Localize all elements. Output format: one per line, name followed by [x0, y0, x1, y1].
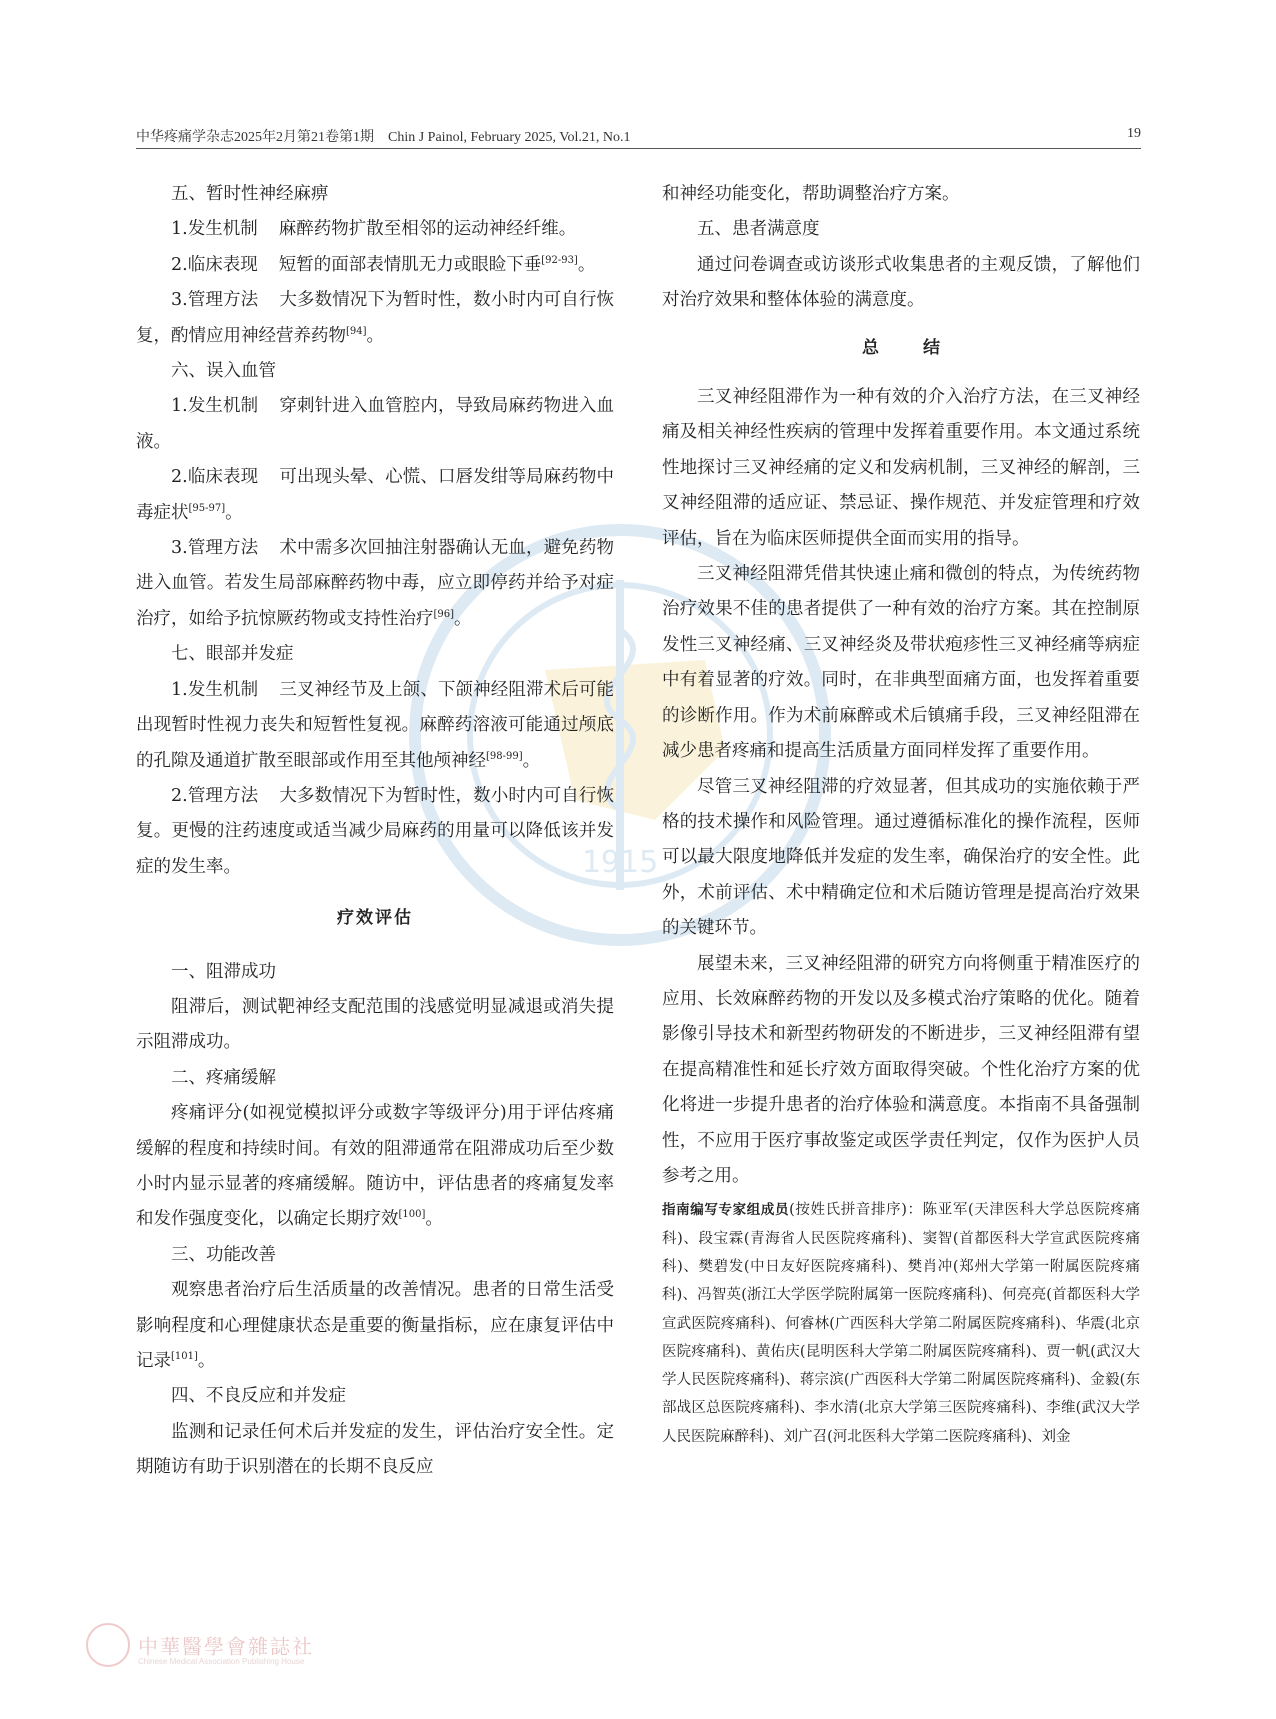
publisher-seal-icon — [86, 1623, 130, 1667]
paragraph: 监测和记录任何术后并发症的发生，评估治疗安全性。定期随访有助于识别潜在的长期不良反应 — [136, 1421, 614, 1478]
section-heading: 一、阻滞成功 — [171, 961, 276, 982]
citation: [94] — [346, 325, 367, 337]
publisher-logo: 中華醫學會雜誌社 Chinese Medical Association Publishing House — [86, 1623, 314, 1667]
citation: [100] — [398, 1209, 426, 1221]
paragraph: 1.发生机制 麻醉药物扩散至相邻的运动神经纤维。 — [171, 219, 577, 240]
paragraph: 三叉神经阻滞凭借其快速止痛和微创的特点，为传统药物治疗效果不佳的患者提供了一种有效的治疗方案。其在控制原发性三叉神经痛、三叉神经炎及带状疱疹性三叉神经痛等病症中有着显著的疗效。同时，在非典型面痛方面，也发挥着重要的诊断作用。作为术前麻醉或术后镇痛手段，三叉神经阻滞在减少患者疼痛和提高生活质量方面同样发挥了重要作用。 — [662, 564, 1140, 762]
paragraph: 通过问卷调查或访谈形式收集患者的主观反馈，了解他们对治疗效果和整体体验的满意度。 — [662, 254, 1140, 311]
paragraph: 3.管理方法 大多数情况下为暂时性，数小时内可自行恢复，酌情应用神经营养药物[94]。 — [136, 290, 614, 346]
section-heading: 五、暂时性神经麻痹 — [171, 184, 329, 204]
journal-citation: 中华疼痛学杂志2025年2月第21卷第1期 Chin J Painol, February 2025, Vol.21, No.1 — [136, 130, 631, 145]
right-column — [662, 177, 1140, 1451]
expert-panel-list: 指南编写专家组成员(按姓氏拼音排序)：陈亚军(天津医科大学总医院疼痛科)、段宝霖(青海省人民医院疼痛科)、窦智(首都医科大学宣武医院疼痛科)、樊碧发(中日友好医院疼痛科)、樊肖冲(郑州大学第一附属医院疼痛科)、冯智英(浙江大学医学院附属第一医院疼痛科)、何亮亮(首都医科大学宣武医院疼痛科)、何睿林(广西医科大学第二附属医院疼痛科)、华震(北京医院疼痛科)、黄佑庆(昆明医科大学第二附属医院疼痛科)、贾一帆(武汉大学人民医院疼痛科)、蒋宗滨(广西医科大学第二附属医院疼痛科)、金毅(东部战区总医院疼痛科)、李水清(北京大学第三医院疼痛科)、李维(武汉大学人民医院麻醉科)、刘广召(河北医科大学第二医院疼痛科)、刘金 — [662, 1202, 1140, 1445]
citation: [96] — [433, 609, 455, 621]
citation: [92-93] — [541, 254, 578, 266]
section-heading: 二、疼痛缓解 — [171, 1067, 276, 1088]
section-title-efficacy: 疗效评估 — [337, 908, 413, 929]
paragraph: 疼痛评分(如视觉模拟评分或数字等级评分)用于评估疼痛缓解的程度和持续时间。有效的阻滞通常在阻滞成功后至少数小时内显示显著的疼痛缓解。随访中，评估患者的疼痛复发率和发作强度变化，以确定长期疗效[100]。 — [136, 1103, 614, 1230]
paragraph: 2.管理方法 大多数情况下为暂时性，数小时内可自行恢复。更慢的注药速度或适当减少局麻药的用量可以降低该并发症的发生率。 — [136, 785, 614, 877]
paragraph: 尽管三叉神经阻滞的疗效显著，但其成功的实施依赖于严格的技术操作和风险管理。通过遵循标准化的操作流程，医师可以最大限度地降低并发症的发生率，确保治疗的安全性。此外，术前评估、术中精确定位和术后随访管理是提高治疗效果的关键环节。 — [662, 776, 1140, 939]
section-heading: 五、患者满意度 — [697, 219, 820, 240]
citation: [101] — [171, 1351, 198, 1363]
section-heading: 六、误入血管 — [171, 361, 276, 382]
expert-panel-label: 指南编写专家组成员 — [662, 1202, 790, 1219]
left-column — [136, 177, 614, 1486]
paragraph: 1.发生机制 三叉神经节及上颌、下颌神经阻滞术后可能出现暂时性视力丧失和短暂性复视。麻醉药溶液可能通过颅底的孔隙及通道扩散至眼部或作用至其他颅神经[98-99]。 — [136, 679, 614, 771]
paragraph: 2.临床表现 短暂的面部表情肌无力或眼睑下垂[92-93]。 — [171, 254, 596, 275]
citation: [98-99] — [486, 750, 523, 762]
paragraph: 3.管理方法 术中需多次回抽注射器确认无血，避免药物进入血管。若发生局部麻醉药物中毒，应立即停药并给予对症治疗，如给予抗惊厥药物或支持性治疗[96]。 — [136, 538, 614, 629]
paragraph: 观察患者治疗后生活质量的改善情况。患者的日常生活受影响程度和心理健康状态是重要的衡量指标，应在康复评估中记录[101]。 — [136, 1280, 614, 1371]
section-heading: 三、功能改善 — [171, 1244, 276, 1265]
page-number: 19 — [1127, 126, 1141, 141]
paragraph: 三叉神经阻滞作为一种有效的介入治疗方法，在三叉神经痛及相关神经性疾病的管理中发挥着重要作用。本文通过系统性地探讨三叉神经痛的定义和发病机制，三叉神经的解剖，三叉神经阻滞的适应证、禁忌证、操作规范、并发症管理和疗效评估，旨在为临床医师提供全面而实用的指导。 — [662, 387, 1140, 549]
section-heading: 四、不良反应和并发症 — [171, 1386, 346, 1407]
paragraph: 阻滞后，测试靶神经支配范围的浅感觉明显减退或消失提示阻滞成功。 — [136, 996, 614, 1053]
paragraph: 2.临床表现 可出现头晕、心慌、口唇发绀等局麻药物中毒症状[95-97]。 — [136, 467, 614, 523]
watermark-year: 1915 — [581, 845, 659, 880]
paragraph: 展望未来，三叉神经阻滞的研究方向将侧重于精准医疗的应用、长效麻醉药物的开发以及多模式治疗策略的优化。随着影像引导技术和新型药物研发的不断进步，三叉神经阻滞有望在提高精准性和延长疗效方面取得突破。个性化治疗方案的优化将进一步提升患者的治疗体验和满意度。本指南不具备强制性，不应用于医疗事故鉴定或医学责任判定，仅作为医护人员参考之用。 — [662, 953, 1140, 1186]
running-header — [136, 126, 1141, 149]
paragraph: 1.发生机制 穿刺针进入血管腔内，导致局麻药物进入血液。 — [136, 396, 614, 452]
section-title-summary: 总结 — [862, 337, 984, 358]
paragraph-continued: 和神经功能变化，帮助调整治疗方案。 — [662, 184, 960, 204]
citation: [95-97] — [188, 502, 226, 514]
section-heading: 七、眼部并发症 — [171, 644, 294, 665]
